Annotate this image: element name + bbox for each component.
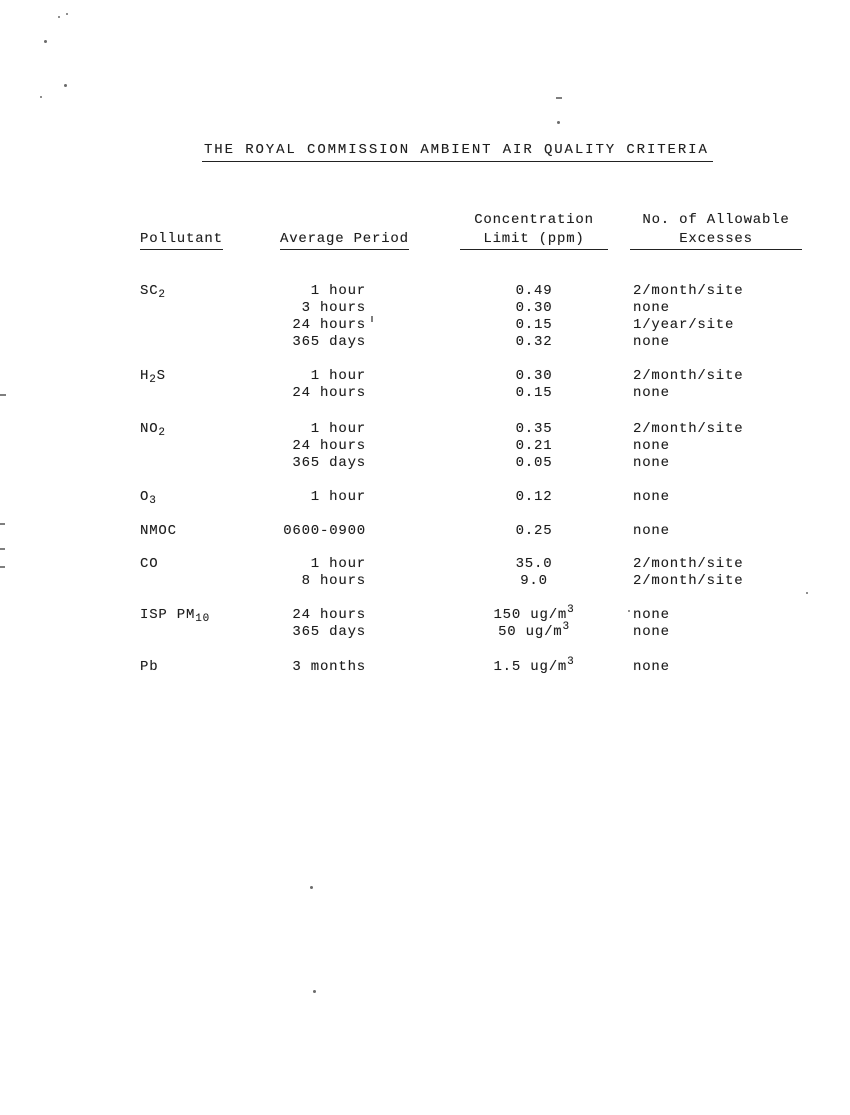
period-cell: 1 hour <box>310 368 366 384</box>
limit-cell: 0.35 <box>515 421 553 437</box>
pollutant-name: $H_2S$ <box>140 368 166 386</box>
limit-cell: 35.0 <box>515 556 553 572</box>
table-row <box>0 523 850 540</box>
table-row <box>0 621 850 641</box>
excess-cell: 2/month/site <box>633 573 744 589</box>
limit-cell: 0.30 <box>515 368 553 384</box>
scan-speck <box>628 610 630 612</box>
limit-cell: 0.05 <box>515 455 553 471</box>
pollutant-group <box>0 421 850 472</box>
limit-cell: 0.32 <box>515 334 553 350</box>
excesses-header-line2: Excesses <box>630 231 802 250</box>
pollutant-group <box>0 368 850 402</box>
period-cell: 24 hours <box>292 607 366 623</box>
period-cell: 24 hours <box>292 438 366 454</box>
limit-cell: 0.25 <box>515 523 553 539</box>
table-row <box>0 604 850 625</box>
table-row <box>0 421 850 438</box>
pollutant-name: CO <box>140 556 159 572</box>
scan-mark <box>556 97 562 99</box>
table-row <box>0 556 850 573</box>
period-cell: 1 hour <box>310 489 366 505</box>
table-row <box>0 656 850 676</box>
period-cell: 24 hours <box>292 317 366 333</box>
scan-speck <box>58 16 60 18</box>
limit-cell: 0.15 <box>515 385 553 401</box>
period-cell: 0600-0900 <box>283 523 366 539</box>
scan-speck <box>313 990 316 993</box>
table-row <box>0 438 850 455</box>
excess-cell: 1/year/site <box>633 317 735 333</box>
limit-cell: 9.0 <box>520 573 548 589</box>
table-row <box>0 489 850 506</box>
scan-speck <box>44 40 47 43</box>
table-row <box>0 283 850 300</box>
limit-cell: 0.49 <box>515 283 553 299</box>
pollutant-group <box>0 523 850 540</box>
excess-cell: none <box>633 438 670 454</box>
pollutant-name: $O_3$ <box>140 489 157 507</box>
period-cell: 3 months <box>292 659 366 675</box>
pollutant-header: Pollutant <box>140 231 223 250</box>
period-cell: 3 hours <box>301 300 366 316</box>
table-row <box>0 455 850 472</box>
scan-speck <box>310 886 313 889</box>
scan-speck <box>64 84 67 87</box>
limit-cell: 1.5 $ug/m^3$ <box>493 656 575 675</box>
scan-speck <box>806 592 808 594</box>
limit-cell: 0.12 <box>515 489 553 505</box>
table-row <box>0 573 850 590</box>
excess-cell: 2/month/site <box>633 283 744 299</box>
page-title: THE ROYAL COMMISSION AMBIENT AIR QUALITY CRITERIA <box>202 142 713 162</box>
excess-cell: none <box>633 624 670 640</box>
scan-speck <box>557 121 560 124</box>
period-cell: 365 days <box>292 334 366 350</box>
excess-cell: none <box>633 300 670 316</box>
scan-mark <box>0 566 5 568</box>
scan-mark <box>0 394 6 396</box>
period-cell: 1 hour <box>310 421 366 437</box>
excess-cell: none <box>633 607 670 623</box>
excess-cell: none <box>633 523 670 539</box>
pollutant-name: $NO_2$ <box>140 421 166 439</box>
scan-mark <box>371 316 373 322</box>
limit-cell: 150 $ug/m^3$ <box>493 604 575 623</box>
excess-cell: none <box>633 659 670 675</box>
table-row <box>0 300 850 317</box>
scan-mark <box>0 548 5 550</box>
scan-mark <box>0 523 5 525</box>
period-cell: 365 days <box>292 624 366 640</box>
limit-cell: 0.15 <box>515 317 553 333</box>
excess-cell: none <box>633 489 670 505</box>
concentration-header-line2: Limit (ppm) <box>460 231 608 250</box>
pollutant-name: Pb <box>140 659 159 675</box>
table-row <box>0 385 850 402</box>
excess-cell: 2/month/site <box>633 556 744 572</box>
excess-cell: 2/month/site <box>633 368 744 384</box>
limit-cell: 0.21 <box>515 438 553 454</box>
pollutant-name: NMOC <box>140 523 177 539</box>
excesses-header-line1: No. of Allowable <box>642 212 790 228</box>
excess-cell: none <box>633 334 670 350</box>
pollutant-group <box>0 556 850 590</box>
pollutant-group <box>0 283 850 351</box>
period-cell: 1 hour <box>310 556 366 572</box>
concentration-header-line1: Concentration <box>474 212 594 228</box>
period-cell: 1 hour <box>310 283 366 299</box>
period-cell: 365 days <box>292 455 366 471</box>
pollutant-group <box>0 489 850 506</box>
pollutant-name: $SC_2$ <box>140 283 166 301</box>
pollutant-name: ISP $PM_{10}$ <box>140 607 211 625</box>
excess-cell: 2/month/site <box>633 421 744 437</box>
limit-cell: 50 $ug/m^3$ <box>498 621 570 640</box>
period-cell: 24 hours <box>292 385 366 401</box>
excess-cell: none <box>633 455 670 471</box>
excess-cell: none <box>633 385 670 401</box>
pollutant-group <box>0 656 850 676</box>
table-row <box>0 317 850 334</box>
scan-speck <box>40 96 42 98</box>
average-period-header: Average Period <box>280 231 409 250</box>
period-cell: 8 hours <box>301 573 366 589</box>
pollutant-group <box>0 604 850 641</box>
scan-speck <box>66 13 68 15</box>
table-row <box>0 334 850 351</box>
limit-cell: 0.30 <box>515 300 553 316</box>
table-row <box>0 368 850 385</box>
